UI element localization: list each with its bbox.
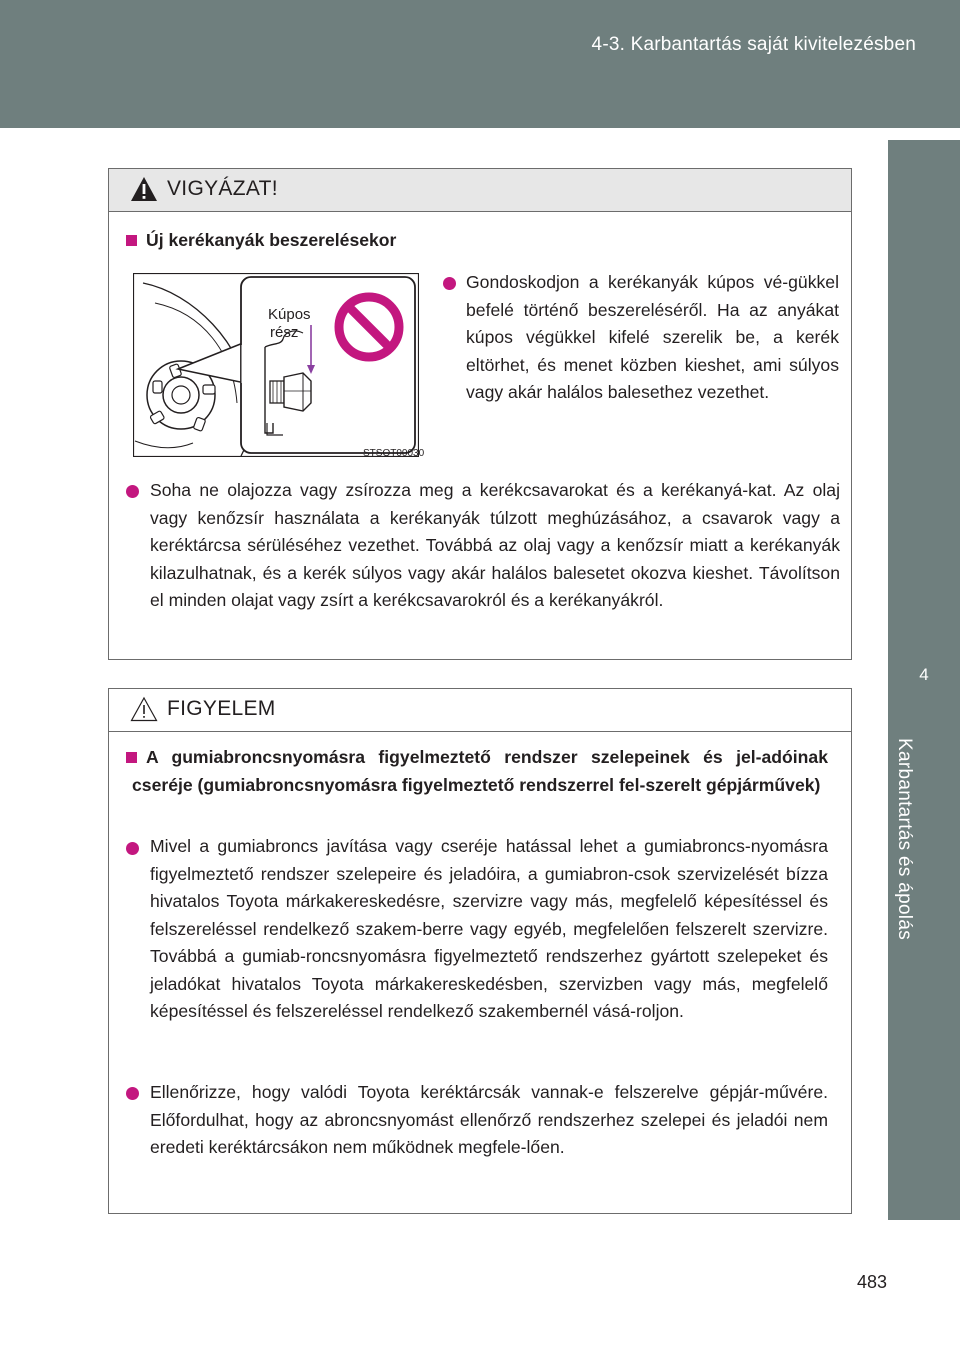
caution-triangle-icon: [129, 695, 159, 723]
wheel-nut-illustration: [133, 273, 419, 457]
heading-bullet-square: [126, 235, 137, 246]
notice-title: FIGYELEM: [167, 697, 276, 720]
page-number: 483: [856, 1272, 887, 1292]
callout-label-line1: Kúpos: [268, 306, 311, 323]
wheel-nut-figure: [133, 273, 425, 459]
warning-bullet-2: Soha ne olajozza vagy zsírozza meg a kerékcsavarokat és a kerékanyá-kat. Az olaj vagy kenőzsír használata a kerékanyák túlzott meghúzásához, a csavarok vagy a keréktárcsa sérüléséhez vezethet. Továbbá az olaj vagy a kenőzsír miatt a kerékanyák kilazulhatnak, és a kerék súlyos vagy akár halálos balesetet okozva kieshet. Távolítson el minden olajat vagy zsírt a kerékcsavarokról és a kerékanyákról.: [150, 480, 840, 610]
prohibition-icon: [339, 297, 399, 357]
notice-bullet-2: Ellenőrizze, hogy valódi Toyota keréktárcsák vannak-e felszerelve gépjár-művére. Előfordulhat, hogy az abroncsnyomást ellenőrző rendszerhez szelepei és jeladói nem eredeti keréktárcsákon nem működnek megfele-lően.: [150, 1082, 828, 1157]
warning-heading: Új kerékanyák beszerelésekor: [146, 230, 397, 250]
warning-bullet-1: Gondoskodjon a kerékanyák kúpos vé-gükkel befelé történő beszereléséről. Ha az anyákat kúpos végükkel kifelé szerelik be, a kerék eltörhet, és menet közben kieshet, ami súlyos vagy akár halálos balesethez vezethet.: [466, 272, 839, 402]
warning-triangle-icon: [129, 175, 159, 203]
callout-label-line2: rész: [270, 324, 299, 341]
warning-title: VIGYÁZAT!: [167, 177, 278, 200]
warning-box: [108, 168, 852, 660]
notice-box: [108, 688, 852, 1214]
chapter-title: [882, 738, 926, 988]
bullet-dot: [443, 277, 456, 290]
header-band: [0, 0, 960, 128]
warning-header: [109, 169, 851, 212]
bullet-dot: [126, 1087, 139, 1100]
bullet-dot: [126, 485, 139, 498]
notice-bullet-1: Mivel a gumiabroncs javítása vagy cseréje hatással lehet a gumiabroncs-nyomásra figyelmeztető rendszer szelepeire és jeladóira, a gumiabron-csok szervizelését bízza hivatalos Toyota márkakereskedésre, szervizre vagy más, megfelelő képesítéssel és felszereléssel rendelkező szakem-berre vagy egyéb, megfelelően felszerelt szervizre. Továbbá a gumiab-roncsnyomásra figyelmeztető rendszerhez gyártott szelepeket és jeladókat hivatalos Toyota márkakereskedésben, szervizben vagy más, megfelelő képesítéssel és felszereléssel rendelkező szakembernél vásá-roljon.: [150, 836, 828, 1021]
chapter-title-text: Karbantartás és ápolás: [894, 738, 915, 940]
section-title: 4-3. Karbantartás saját kivitelezésben: [591, 34, 916, 55]
bullet-dot: [126, 842, 139, 855]
notice-header: [109, 689, 851, 732]
notice-heading: A gumiabroncsnyomásra figyelmeztető rendszer szelepeinek és jel-adóinak cseréje (gumiabroncsnyomásra figyelmeztető rendszerrel fel-szerelt gépjárművek): [132, 747, 828, 795]
figure-code: STSOT00030: [363, 448, 425, 459]
chapter-number: 4: [919, 665, 929, 684]
